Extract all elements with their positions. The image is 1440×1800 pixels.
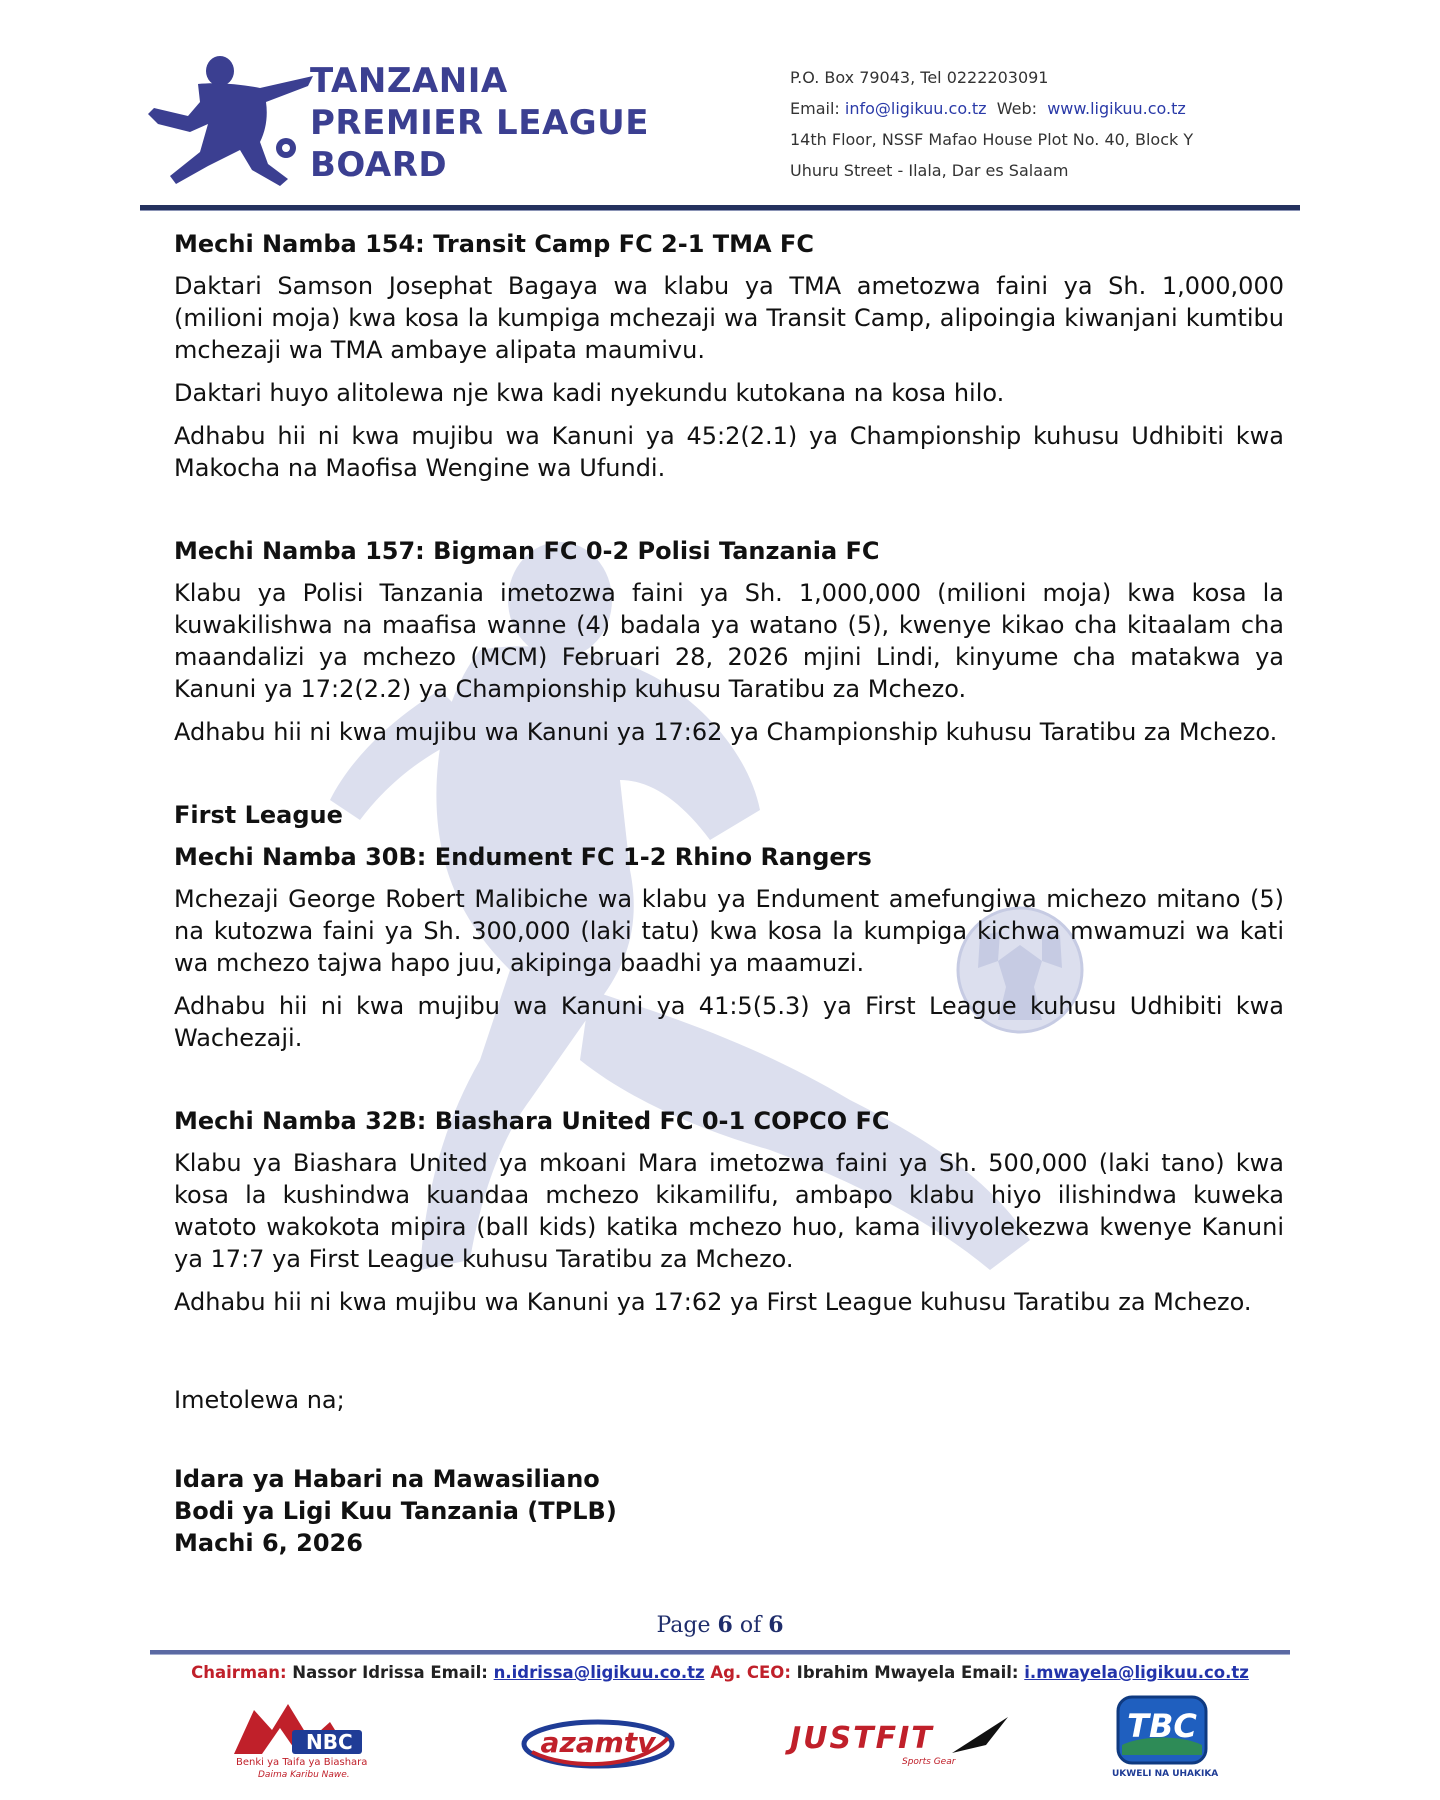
org-name — [310, 60, 649, 186]
paragraph: Adhabu hii ni kwa mujibu wa Kanuni ya 17:62 ya Championship kuhusu Taratibu za Mchezo. — [174, 718, 1278, 746]
section-title: Mechi Namba 30B: Endument FC 1-2 Rhino Rangers — [174, 843, 872, 871]
header-divider — [140, 205, 1300, 211]
section-match-30b — [174, 799, 1284, 1054]
section-title: Mechi Namba 154: Transit Camp FC 2-1 TMA FC — [174, 230, 814, 258]
org-name-line-3: BOARD — [310, 145, 448, 185]
ceo-text: Ibrahim Mwayela Email: — [790, 1663, 1025, 1682]
paragraph: Daktari huyo alitolewa nje kwa kadi nyekundu kutokana na kosa hilo. — [174, 379, 1005, 407]
issue-date: Machi 6, 2026 — [174, 1529, 363, 1557]
justfit-name: JUSTFIT — [790, 1721, 934, 1756]
email-web-line — [790, 93, 1193, 124]
page-label: Page — [656, 1613, 718, 1638]
issued-by: Imetolewa na; — [174, 1386, 345, 1414]
ceo-label: Ag. CEO: — [704, 1663, 791, 1682]
chairman-label: Chairman: — [191, 1663, 287, 1682]
contact-block — [790, 62, 1193, 186]
chairman-email-link[interactable]: n.idrissa@ligikuu.co.tz — [493, 1663, 705, 1682]
nbc-name: NBC — [306, 1730, 353, 1754]
sponsor-justfit — [790, 1715, 1010, 1775]
justfit-swoosh-icon — [950, 1715, 1010, 1755]
tbc-name: TBC — [1127, 1707, 1197, 1745]
justfit-sub: Sports Gear — [902, 1757, 956, 1767]
department-name: Idara ya Habari na Mawasiliano — [174, 1465, 600, 1493]
section-title: Mechi Namba 32B: Biashara United FC 0-1 COPCO FC — [174, 1107, 890, 1135]
web-label: Web: — [986, 99, 1048, 118]
paragraph: Adhabu hii ni kwa mujibu wa Kanuni ya 45:2(2.1) ya Championship kuhusu Udhibiti kwa Makocha na Maofisa Wengine wa Ufundi. — [174, 422, 1284, 482]
azam-name: azamtv — [540, 1726, 656, 1759]
chairman-text: Nassor Idrissa Email: — [286, 1663, 494, 1682]
org-name-line-1: TANZANIA — [310, 61, 508, 101]
tbc-tagline: UKWELI NA UHAKIKA — [1112, 1769, 1219, 1779]
board-name: Bodi ya Ligi Kuu Tanzania (TPLB) — [174, 1497, 617, 1525]
paragraph: Klabu ya Biashara United ya mkoani Mara imetozwa faini ya Sh. 500,000 (laki tano) kwa kosa la kushindwa kuandaa mchezo kikamilifu, ambapo klabu hiyo ilishindwa kuweka watoto wakokota mipira (ball kids) katika mchezo huo, kama ilivyolekezwa kwenye Kanuni ya 17:7 ya First League kuhusu Taratibu za Mchezo. — [174, 1149, 1284, 1273]
page-total: 6 — [768, 1612, 784, 1638]
section-match-32b — [174, 1105, 1284, 1318]
paragraph: Mchezaji George Robert Malibiche wa klabu ya Endument amefungiwa michezo mitano (5) na kutozwa faini ya Sh. 300,000 (laki tatu) kwa kosa la kumpiga kichwa mwamuzi wa kati wa mchezo tajwa hapo juu, akipinga baadhi ya maamuzi. — [174, 885, 1284, 977]
section-title: Mechi Namba 157: Bigman FC 0-2 Polisi Tanzania FC — [174, 537, 880, 565]
sponsor-nbc — [232, 1700, 367, 1782]
ceo-email-link[interactable]: i.mwayela@ligikuu.co.tz — [1024, 1663, 1249, 1682]
paragraph: Adhabu hii ni kwa mujibu wa Kanuni ya 17:62 ya First League kuhusu Taratibu za Mchezo. — [174, 1288, 1252, 1316]
paragraph: Daktari Samson Josephat Bagaya wa klabu ya TMA ametozwa faini ya Sh. 1,000,000 (milioni moja) kwa kosa la kumpiga mchezaji wa Transit Camp, alipoingia kiwanjani kumtibu mchezaji wa TMA ambaye alipata maumivu. — [174, 272, 1284, 364]
web-link[interactable]: www.ligikuu.co.tz — [1047, 99, 1186, 118]
address-line-2: Uhuru Street - Ilala, Dar es Salaam — [790, 161, 1069, 180]
logo-player-icon — [148, 54, 313, 189]
section-match-157 — [174, 535, 1284, 748]
nbc-slogan: Daima Karibu Nawe. — [258, 1770, 350, 1780]
address-line-1: 14th Floor, NSSF Mafao House Plot No. 40, Block Y — [790, 130, 1194, 149]
email-label: Email: — [790, 99, 845, 118]
sponsor-azam — [518, 1712, 678, 1772]
signature-block — [174, 1463, 1284, 1559]
page-number — [0, 1612, 1440, 1638]
page-of: of — [732, 1613, 769, 1638]
paragraph: Klabu ya Polisi Tanzania imetozwa faini ya Sh. 1,000,000 (milioni moja) kwa kosa la kuwakilishwa na maafisa wanne (4) badala ya watano (5), kwenye kikao cha kitaalam cha maandalizi ya mchezo (MCM) Februari 28, 2026 mjini Lindi, kinyume cha matakwa ya Kanuni ya 17:2(2.2) ya Championship kuhusu Taratibu za Mchezo. — [174, 579, 1284, 703]
section-match-154 — [174, 228, 1284, 484]
po-box: P.O. Box 79043, Tel 0222203091 — [790, 68, 1049, 87]
paragraph: Adhabu hii ni kwa mujibu wa Kanuni ya 41:5(5.3) ya First League kuhusu Udhibiti kwa Wachezaji. — [174, 992, 1284, 1052]
document-body — [174, 228, 1284, 1559]
letterhead — [140, 50, 1300, 200]
sponsor-tbc — [1112, 1695, 1219, 1785]
league-heading: First League — [174, 801, 343, 829]
officials-line — [0, 1663, 1440, 1682]
nbc-tagline: Benki ya Taifa ya Biashara — [236, 1757, 368, 1768]
org-name-line-2: PREMIER LEAGUE — [310, 103, 649, 143]
footer-divider — [150, 1650, 1290, 1655]
page-current: 6 — [717, 1612, 733, 1638]
email-link[interactable]: info@ligikuu.co.tz — [844, 99, 987, 118]
